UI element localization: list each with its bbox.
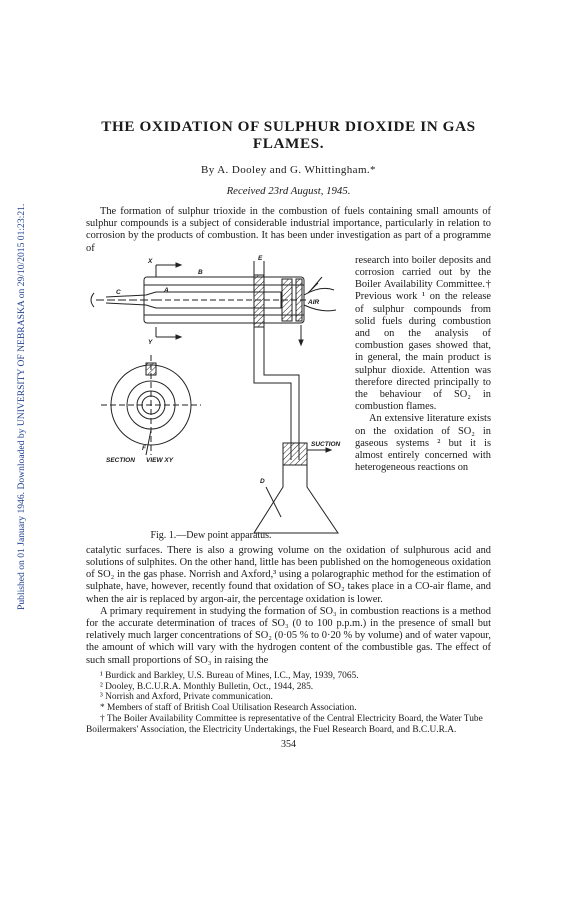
label-section: SECTION xyxy=(106,456,135,464)
body-paragraph-continued: catalytic surfaces. There is also a growing volume on the oxidation of sulphurous acid and solutions of sulphites. On the other hand, little has been published on the homogeneous oxidation of SO₂ in the gas phase. Norrish and Axford,³ using a polarographic method for the estimation of sulphate, have, however, recently found that oxidation of SO₂ takes place in a CO-air flame, and when the air is replaced by argon-air, the percentage oxidation is lower. xyxy=(86,544,491,605)
label-f: F xyxy=(142,444,146,452)
label-x: X xyxy=(148,257,153,265)
label-y: Y xyxy=(148,338,153,346)
label-air: AIR xyxy=(308,298,320,306)
label-e: E xyxy=(258,254,263,262)
label-suction: SUCTION xyxy=(311,440,341,448)
footnotes xyxy=(86,671,491,736)
footnote-1: ¹ Burdick and Barkley, U.S. Bureau of Mines, I.C., May, 1939, 7065. xyxy=(100,670,359,681)
label-d: D xyxy=(260,477,265,485)
figure-caption: Fig. 1.—Dew point apparatus. xyxy=(150,529,272,541)
right-column-text xyxy=(355,255,491,475)
right-column-paragraph-2: An extensive literature exists on the oxidation of SO₂ in gaseous systems ² but it is almost entirely concerned with heterogeneous reactions on xyxy=(355,413,491,474)
article-authors: By A. Dooley and G. Whittingham.* xyxy=(201,164,376,176)
footnote-2: ² Dooley, B.C.U.R.A. Monthly Bulletin, Oct., 1944, 285. xyxy=(100,681,314,692)
download-watermark-text: Published on 01 January 1946. Downloaded by UNIVERSITY OF NEBRASKA on 29/10/2015 01:23:21. xyxy=(16,203,27,610)
article-title: THE OXIDATION OF SULPHUR DIOXIDE IN GAS FLAMES. xyxy=(101,118,476,152)
label-c: C xyxy=(116,288,121,296)
page-number: 354 xyxy=(281,738,296,750)
body-paragraph-2: A primary requirement in studying the formation of SO₃ in combustion reactions is a method for the accurate determination of traces of SO₃ (0 to 100 p.p.m.) in the presence of small but relatively much larger concentrations of SO₂ (0·05 % to 0·20 % by volume) and of water vapour, the amount of which will vary with the hydrogen content of the combustible gas. The effect of such small proportions of SO₃ in raising the xyxy=(86,605,491,666)
figure-dew-point-apparatus xyxy=(86,255,351,545)
download-watermark xyxy=(4,70,27,610)
intro-paragraph: The formation of sulphur trioxide in the combustion of fuels containing small amounts of sulphur compounds is a subject of considerable industrial importance, particularly in relation to corrosion by the products of combustion. It has been under investigation as part of a programme of xyxy=(86,206,491,254)
figure-wrap-region xyxy=(86,255,491,545)
footnote-3: ³ Norrish and Axford, Private communication. xyxy=(100,692,273,703)
footnote-author-affiliation: * Members of staff of British Coal Utilisation Research Association. xyxy=(100,703,357,714)
right-column-paragraph-1: research into boiler deposits and corrosion carried out by the Boiler Availability Committee.† Previous work ¹ on the release of sulphur compounds from solid fuels during combustion and on the analysis of combustion gases showed that, in general, the main product is sulphur dioxide. Attention was therefore directed principally to the behaviour of SO₂ in combustion flames. xyxy=(355,254,491,413)
label-b: B xyxy=(198,268,203,276)
label-a: A xyxy=(164,286,169,294)
footnote-committee: † The Boiler Availability Committee is representative of the Central Electricity Board, the Water Tube Boilermakers' Association, the Electricity Undertakings, the Fuel Research Board, and B.C.U.R.A. xyxy=(86,714,483,735)
received-date: Received 23rd August, 1945. xyxy=(226,185,351,197)
label-view-xy: VIEW XY xyxy=(146,456,174,464)
article-page xyxy=(86,118,491,750)
